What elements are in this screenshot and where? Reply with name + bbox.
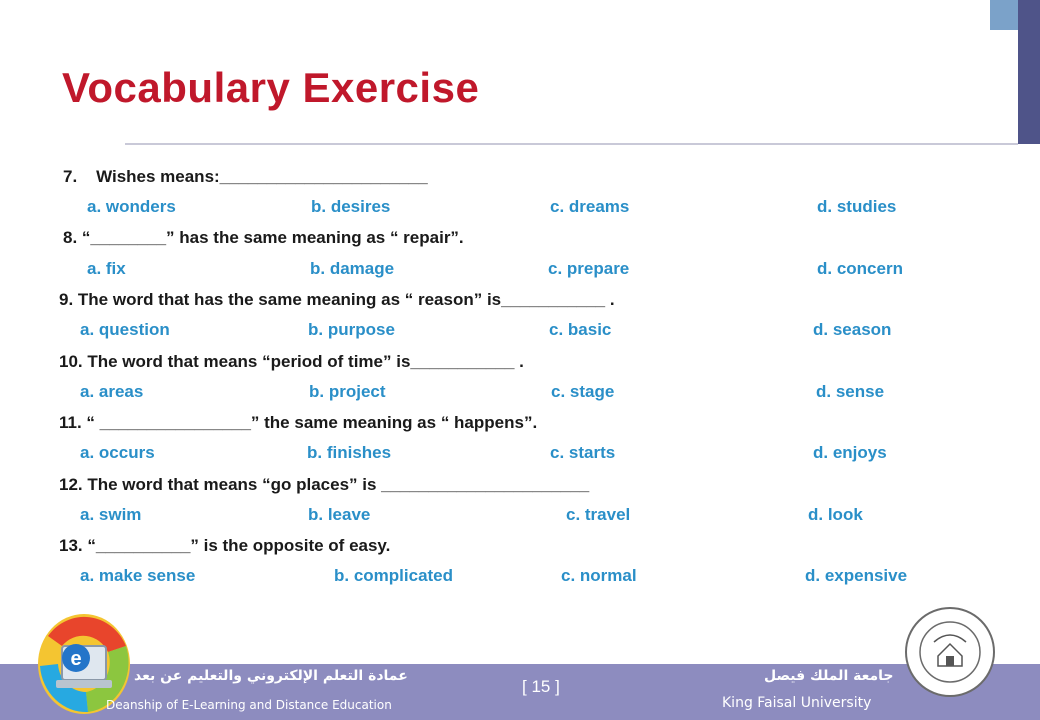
option: d. concern — [817, 259, 903, 278]
page-title: Vocabulary Exercise — [62, 64, 480, 111]
option: d. look — [808, 505, 863, 524]
deanship-english: Deanship of E-Learning and Distance Education — [106, 698, 392, 712]
option: a. wonders — [87, 197, 176, 216]
option: a. question — [80, 320, 170, 339]
question-8: 8. “________” has the same meaning as “ repair”. — [63, 228, 464, 247]
option: b. finishes — [307, 443, 392, 462]
option: c. stage — [551, 382, 615, 401]
svg-text:e: e — [70, 648, 82, 670]
option: a. areas — [80, 382, 144, 401]
question-7: 7. Wishes means:______________________ — [63, 167, 428, 186]
option: b. desires — [311, 197, 391, 216]
university-english: King Faisal University — [722, 695, 872, 711]
title-divider — [125, 143, 1018, 145]
option: d. studies — [817, 197, 897, 216]
corner-bar-light — [990, 0, 1018, 30]
page-number: [ 15 ] — [522, 677, 560, 696]
deanship-arabic: عمادة التعلم الإلكتروني والتعليم عن بعد — [134, 668, 408, 684]
option: d. enjoys — [813, 443, 887, 462]
option: b. project — [309, 382, 386, 401]
option: a. occurs — [80, 443, 155, 462]
option: d. season — [813, 320, 892, 339]
option: a. make sense — [80, 566, 196, 585]
question-12: 12. The word that means “go places” is ______________________ — [59, 475, 590, 494]
option: b. purpose — [308, 320, 395, 339]
question-10: 10. The word that means “period of time” is___________ . — [59, 352, 524, 371]
option: b. damage — [310, 259, 395, 278]
corner-bar-dark — [1018, 0, 1040, 144]
question-11: 11. “ ________________” the same meaning as “ happens”. — [59, 413, 538, 432]
option: c. normal — [561, 566, 637, 585]
university-seal-icon — [904, 606, 996, 698]
option: d. sense — [816, 382, 885, 401]
question-9: 9. The word that has the same meaning as “ reason” is___________ . — [59, 290, 615, 309]
option: d. expensive — [805, 566, 908, 585]
option: c. starts — [550, 443, 616, 462]
option: c. basic — [549, 320, 612, 339]
option: c. travel — [566, 505, 631, 524]
option: a. swim — [80, 505, 142, 524]
option: c. dreams — [550, 197, 630, 216]
option: b. complicated — [334, 566, 454, 585]
university-arabic: جامعة الملك فيصل — [764, 668, 894, 684]
option: c. prepare — [548, 259, 630, 278]
option: b. leave — [308, 505, 371, 524]
option: a. fix — [87, 259, 126, 278]
question-13: 13. “__________” is the opposite of easy. — [59, 536, 391, 555]
